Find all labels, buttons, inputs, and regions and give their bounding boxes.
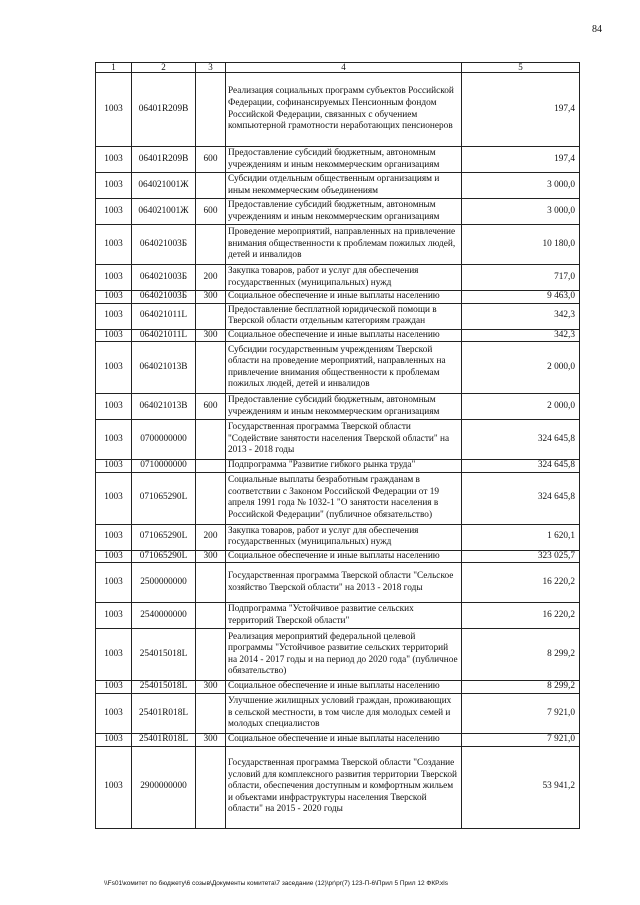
cell-amount: 9 463,0 [462, 291, 580, 304]
header-col-4: 4 [226, 63, 462, 73]
cell-amount: 16 220,2 [462, 563, 580, 603]
cell-section: 1003 [96, 342, 132, 394]
cell-name: Государственная программа Тверской области "Сельское хозяйство Тверской области" на 2013 - 2018 годы [226, 563, 462, 603]
header-col-1: 1 [96, 63, 132, 73]
cell-section: 1003 [96, 681, 132, 694]
cell-expense-type [196, 420, 226, 460]
cell-amount: 324 645,8 [462, 472, 580, 524]
table-row [96, 147, 580, 173]
table-row [96, 550, 580, 563]
cell-expense-type: 300 [196, 733, 226, 746]
cell-section: 1003 [96, 472, 132, 524]
cell-target-code: 064021003Б [132, 225, 196, 265]
cell-section: 1003 [96, 265, 132, 291]
table-row [96, 265, 580, 291]
cell-name: Субсидии государственным учреждениям Тверской области на проведение мероприятий, направленных на привлечение внимания общественности к проблемам пожилых людей, детей и инвалидов [226, 342, 462, 394]
cell-amount: 1 620,1 [462, 524, 580, 550]
cell-target-code: 254015018L [132, 629, 196, 681]
cell-amount: 197,4 [462, 147, 580, 173]
cell-expense-type [196, 746, 226, 828]
cell-expense-type [196, 472, 226, 524]
cell-amount: 8 299,2 [462, 629, 580, 681]
cell-target-code: 064021003Б [132, 265, 196, 291]
budget-table [95, 62, 580, 829]
footer-file-path: \\Fs01\комитет по бюджету\6 созыв\Документы комитета\7 заседание (12)\pr\pr(7) 123-П-6\Прил 5 Прил 12 ФКР.xls [104, 880, 449, 887]
cell-name: Закупка товаров, работ и услуг для обеспечения государственных (муниципальных) нужд [226, 265, 462, 291]
cell-amount: 197,4 [462, 73, 580, 147]
cell-expense-type [196, 173, 226, 199]
cell-expense-type: 300 [196, 681, 226, 694]
table-row [96, 460, 580, 473]
cell-name: Реализация мероприятий федеральной целевой программы "Устойчивое развитие сельских территорий на 2014 - 2017 годы и на период до 2020 года" (публичное обязательство) [226, 629, 462, 681]
cell-amount: 16 220,2 [462, 603, 580, 629]
cell-expense-type: 300 [196, 291, 226, 304]
cell-name: Социальные выплаты безработным гражданам в соответствии с Законом Российской Федерации от 19 апреля 1991 года № 1032-1 "О занятости населения в Российской Федерации" (публичное обязательство) [226, 472, 462, 524]
table-row [96, 199, 580, 225]
cell-target-code: 0700000000 [132, 420, 196, 460]
cell-target-code: 25401R018L [132, 733, 196, 746]
cell-name: Подпрограмма "Устойчивое развитие сельских территорий Тверской области" [226, 603, 462, 629]
cell-name: Государственная программа Тверской области "Создание условий для комплексного развития территории Тверской области, обеспечения доступным и комфортным жильем и объектами инфраструктуры населения Тверской области" на 2015 - 2020 годы [226, 746, 462, 828]
table-row [96, 291, 580, 304]
cell-amount: 2 000,0 [462, 342, 580, 394]
cell-name: Государственная программа Тверской области "Содействие занятости населения Тверской области" на 2013 - 2018 годы [226, 420, 462, 460]
table-row [96, 394, 580, 420]
cell-section: 1003 [96, 733, 132, 746]
cell-section: 1003 [96, 225, 132, 265]
header-row [96, 63, 580, 73]
cell-name: Проведение мероприятий, направленных на привлечение внимания общественности к проблемам пожилых людей, детей и инвалидов [226, 225, 462, 265]
cell-amount: 7 921,0 [462, 693, 580, 733]
cell-amount: 342,3 [462, 329, 580, 342]
page-number: 84 [592, 24, 602, 35]
table-row [96, 472, 580, 524]
cell-name: Закупка товаров, работ и услуг для обеспечения государственных (муниципальных) нужд [226, 524, 462, 550]
table-row [96, 524, 580, 550]
cell-expense-type [196, 342, 226, 394]
cell-section: 1003 [96, 746, 132, 828]
cell-target-code: 064021013В [132, 342, 196, 394]
header-col-2: 2 [132, 63, 196, 73]
table-row [96, 603, 580, 629]
cell-name: Предоставление субсидий бюджетным, автономным учреждениям и иным некоммерческим организациям [226, 147, 462, 173]
table-row [96, 681, 580, 694]
cell-expense-type [196, 303, 226, 329]
cell-target-code: 2900000000 [132, 746, 196, 828]
cell-name: Субсидии отдельным общественным организациям и иным некоммерческим объединениям [226, 173, 462, 199]
cell-target-code: 254015018L [132, 681, 196, 694]
cell-target-code: 25401R018L [132, 693, 196, 733]
cell-target-code: 06401R209В [132, 147, 196, 173]
cell-amount: 3 000,0 [462, 199, 580, 225]
cell-expense-type [196, 603, 226, 629]
cell-name: Улучшение жилищных условий граждан, проживающих в сельской местности, в том числе для молодых семей и молодых специалистов [226, 693, 462, 733]
cell-expense-type: 300 [196, 550, 226, 563]
cell-target-code: 064021001Ж [132, 173, 196, 199]
table-row [96, 225, 580, 265]
cell-name: Реализация социальных программ субъектов Российской Федерации, софинансируемых Пенсионным фондом Российской Федерации, связанных с обучением компьютерной грамотности неработающих пенсионеров [226, 73, 462, 147]
cell-target-code: 071065290L [132, 524, 196, 550]
cell-amount: 7 921,0 [462, 733, 580, 746]
cell-section: 1003 [96, 73, 132, 147]
header-col-3: 3 [196, 63, 226, 73]
cell-section: 1003 [96, 173, 132, 199]
cell-target-code: 064021011L [132, 329, 196, 342]
cell-target-code: 0710000000 [132, 460, 196, 473]
cell-expense-type [196, 563, 226, 603]
table-row [96, 629, 580, 681]
cell-amount: 2 000,0 [462, 394, 580, 420]
cell-section: 1003 [96, 199, 132, 225]
table-row [96, 329, 580, 342]
cell-amount: 53 941,2 [462, 746, 580, 828]
cell-section: 1003 [96, 550, 132, 563]
cell-expense-type [196, 73, 226, 147]
cell-target-code: 2540000000 [132, 603, 196, 629]
header-col-5: 5 [462, 63, 580, 73]
cell-section: 1003 [96, 629, 132, 681]
table-row [96, 303, 580, 329]
cell-section: 1003 [96, 693, 132, 733]
table-row [96, 746, 580, 828]
cell-section: 1003 [96, 147, 132, 173]
cell-name: Социальное обеспечение и иные выплаты населению [226, 291, 462, 304]
table-row [96, 693, 580, 733]
cell-target-code: 06401R209В [132, 73, 196, 147]
cell-target-code: 064021003Б [132, 291, 196, 304]
cell-expense-type: 200 [196, 265, 226, 291]
cell-target-code: 071065290L [132, 550, 196, 563]
cell-target-code: 064021011L [132, 303, 196, 329]
table-row [96, 73, 580, 147]
cell-section: 1003 [96, 329, 132, 342]
table-row [96, 563, 580, 603]
cell-expense-type: 600 [196, 147, 226, 173]
cell-target-code: 071065290L [132, 472, 196, 524]
cell-expense-type [196, 629, 226, 681]
cell-amount: 8 299,2 [462, 681, 580, 694]
cell-expense-type: 600 [196, 394, 226, 420]
cell-section: 1003 [96, 394, 132, 420]
cell-name: Предоставление субсидий бюджетным, автономным учреждениям и иным некоммерческим организациям [226, 394, 462, 420]
cell-expense-type: 300 [196, 329, 226, 342]
cell-section: 1003 [96, 420, 132, 460]
cell-name: Социальное обеспечение и иные выплаты населению [226, 681, 462, 694]
cell-expense-type: 600 [196, 199, 226, 225]
cell-target-code: 064021013В [132, 394, 196, 420]
table-row [96, 342, 580, 394]
cell-section: 1003 [96, 563, 132, 603]
cell-amount: 323 025,7 [462, 550, 580, 563]
cell-target-code: 064021001Ж [132, 199, 196, 225]
cell-expense-type [196, 693, 226, 733]
cell-expense-type [196, 225, 226, 265]
cell-target-code: 2500000000 [132, 563, 196, 603]
cell-name: Социальное обеспечение и иные выплаты населению [226, 733, 462, 746]
cell-amount: 324 645,8 [462, 460, 580, 473]
cell-section: 1003 [96, 303, 132, 329]
cell-amount: 717,0 [462, 265, 580, 291]
cell-expense-type [196, 460, 226, 473]
cell-amount: 342,3 [462, 303, 580, 329]
cell-amount: 3 000,0 [462, 173, 580, 199]
cell-section: 1003 [96, 291, 132, 304]
table-row [96, 173, 580, 199]
cell-section: 1003 [96, 524, 132, 550]
cell-name: Предоставление бесплатной юридической помощи в Тверской области отдельным категориям граждан [226, 303, 462, 329]
cell-amount: 10 180,0 [462, 225, 580, 265]
table-row [96, 420, 580, 460]
cell-name: Социальное обеспечение и иные выплаты населению [226, 329, 462, 342]
table-row [96, 733, 580, 746]
cell-name: Подпрограмма "Развитие гибкого рынка труда" [226, 460, 462, 473]
cell-name: Социальное обеспечение и иные выплаты населению [226, 550, 462, 563]
cell-name: Предоставление субсидий бюджетным, автономным учреждениям и иным некоммерческим организациям [226, 199, 462, 225]
cell-amount: 324 645,8 [462, 420, 580, 460]
cell-section: 1003 [96, 603, 132, 629]
cell-section: 1003 [96, 460, 132, 473]
cell-expense-type: 200 [196, 524, 226, 550]
